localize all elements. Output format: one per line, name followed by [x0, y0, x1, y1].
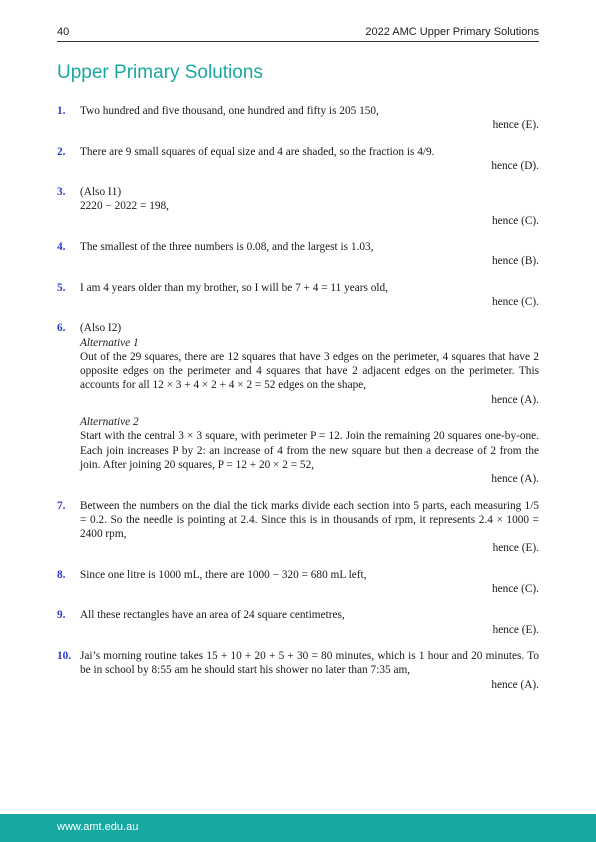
solution-answer: hence (A).: [491, 678, 539, 691]
solution-answer: hence (A).: [491, 473, 539, 486]
alternative-text: Out of the 29 squares, there are 12 squares that have 3 edges on the perimeter, 4 squares that have 2 opposite edges on the perimeter and 4 squares that have 2 adjacent edges on the perimeter. This accounts for all 12 × 3 + 4 × 2 + 4 × 2 = 52 edges on the shape,: [80, 350, 539, 392]
solution-answer: hence (C).: [491, 583, 539, 596]
solution-number: 4.: [57, 241, 66, 254]
solution-text: 2220 − 2022 = 198,: [80, 200, 169, 213]
solution-note: (Also I2): [80, 322, 122, 335]
solution-item: [57, 104, 539, 133]
solution-item: [57, 568, 539, 597]
solution-number: 7.: [57, 499, 66, 512]
solution-number: 6.: [57, 322, 66, 335]
page-number: 40: [57, 26, 70, 38]
section-title: Upper Primary Solutions: [57, 62, 263, 83]
solution-item: [57, 608, 539, 637]
solution-text: All these rectangles have an area of 24 square centimetres,: [80, 609, 345, 622]
solution-text: Between the numbers on the dial the tick marks divide each section into 5 parts, each measuring 1/5 = 0.2. So the needle is pointing at 2.4. Since this is in thousands of rpm, it represents 2.4 × 1000 = 2400 rpm,: [80, 499, 539, 541]
alternative-heading: Alternative 1: [80, 336, 139, 349]
solution-item: [57, 145, 539, 174]
solution-number: 9.: [57, 609, 66, 622]
solution-answer: hence (A).: [491, 393, 539, 406]
solution-answer: hence (E).: [492, 119, 539, 132]
solution-number: 1.: [57, 105, 66, 117]
solution-answer: hence (E).: [492, 542, 539, 555]
solution-answer: hence (C).: [491, 295, 539, 308]
page-header: [57, 26, 539, 40]
solution-answer: hence (B).: [491, 255, 539, 268]
solution-item: [57, 240, 539, 269]
solution-text: There are 9 small squares of equal size and 4 are shaded, so the fraction is 4/9.: [80, 145, 435, 158]
alternative-heading: Alternative 2: [80, 416, 139, 429]
header-divider: [57, 41, 539, 42]
solution-answer: hence (E).: [492, 623, 539, 636]
solution-item: [57, 499, 539, 556]
solution-note: (Also I1): [80, 186, 122, 199]
solution-item: [57, 321, 539, 486]
solution-text: Since one litre is 1000 mL, there are 1000 − 320 = 680 mL left,: [80, 568, 367, 581]
solution-number: 8.: [57, 568, 66, 581]
header-title: 2022 AMC Upper Primary Solutions: [365, 26, 539, 38]
solutions-list: [57, 104, 539, 692]
solution-number: 5.: [57, 281, 66, 294]
solution-item: [57, 185, 539, 228]
solution-text: Two hundred and five thousand, one hundred and fifty is 205 150,: [80, 105, 379, 117]
solution-number: 3.: [57, 186, 66, 199]
alternative-text: Start with the central 3 × 3 square, with perimeter P = 12. Join the remaining 20 squares one-by-one. Each join increases P by 2: an increase of 4 from the new square but then a decrease of 2 from the join. After joining 20 squares, P = 12 + 20 × 2 = 52,: [80, 430, 539, 471]
solution-number: 10.: [57, 649, 72, 662]
solution-text: The smallest of the three numbers is 0.08, and the largest is 1.03,: [80, 241, 374, 254]
footer-url[interactable]: www.amt.edu.au: [57, 821, 139, 833]
solution-number: 2.: [57, 145, 66, 158]
solution-item: [57, 649, 539, 692]
solution-text: I am 4 years older than my brother, so I will be 7 + 4 = 11 years old,: [80, 281, 389, 294]
solution-text: Jai’s morning routine takes 15 + 10 + 20 + 5 + 30 = 80 minutes, which is 1 hour and 20 minutes. To be in school by 8:55 am he should start his shower no later than 7:35 am,: [80, 649, 539, 677]
page-footer: [0, 814, 596, 842]
solution-answer: hence (C).: [491, 214, 539, 227]
solution-item: [57, 281, 539, 310]
solution-answer: hence (D).: [491, 159, 539, 172]
